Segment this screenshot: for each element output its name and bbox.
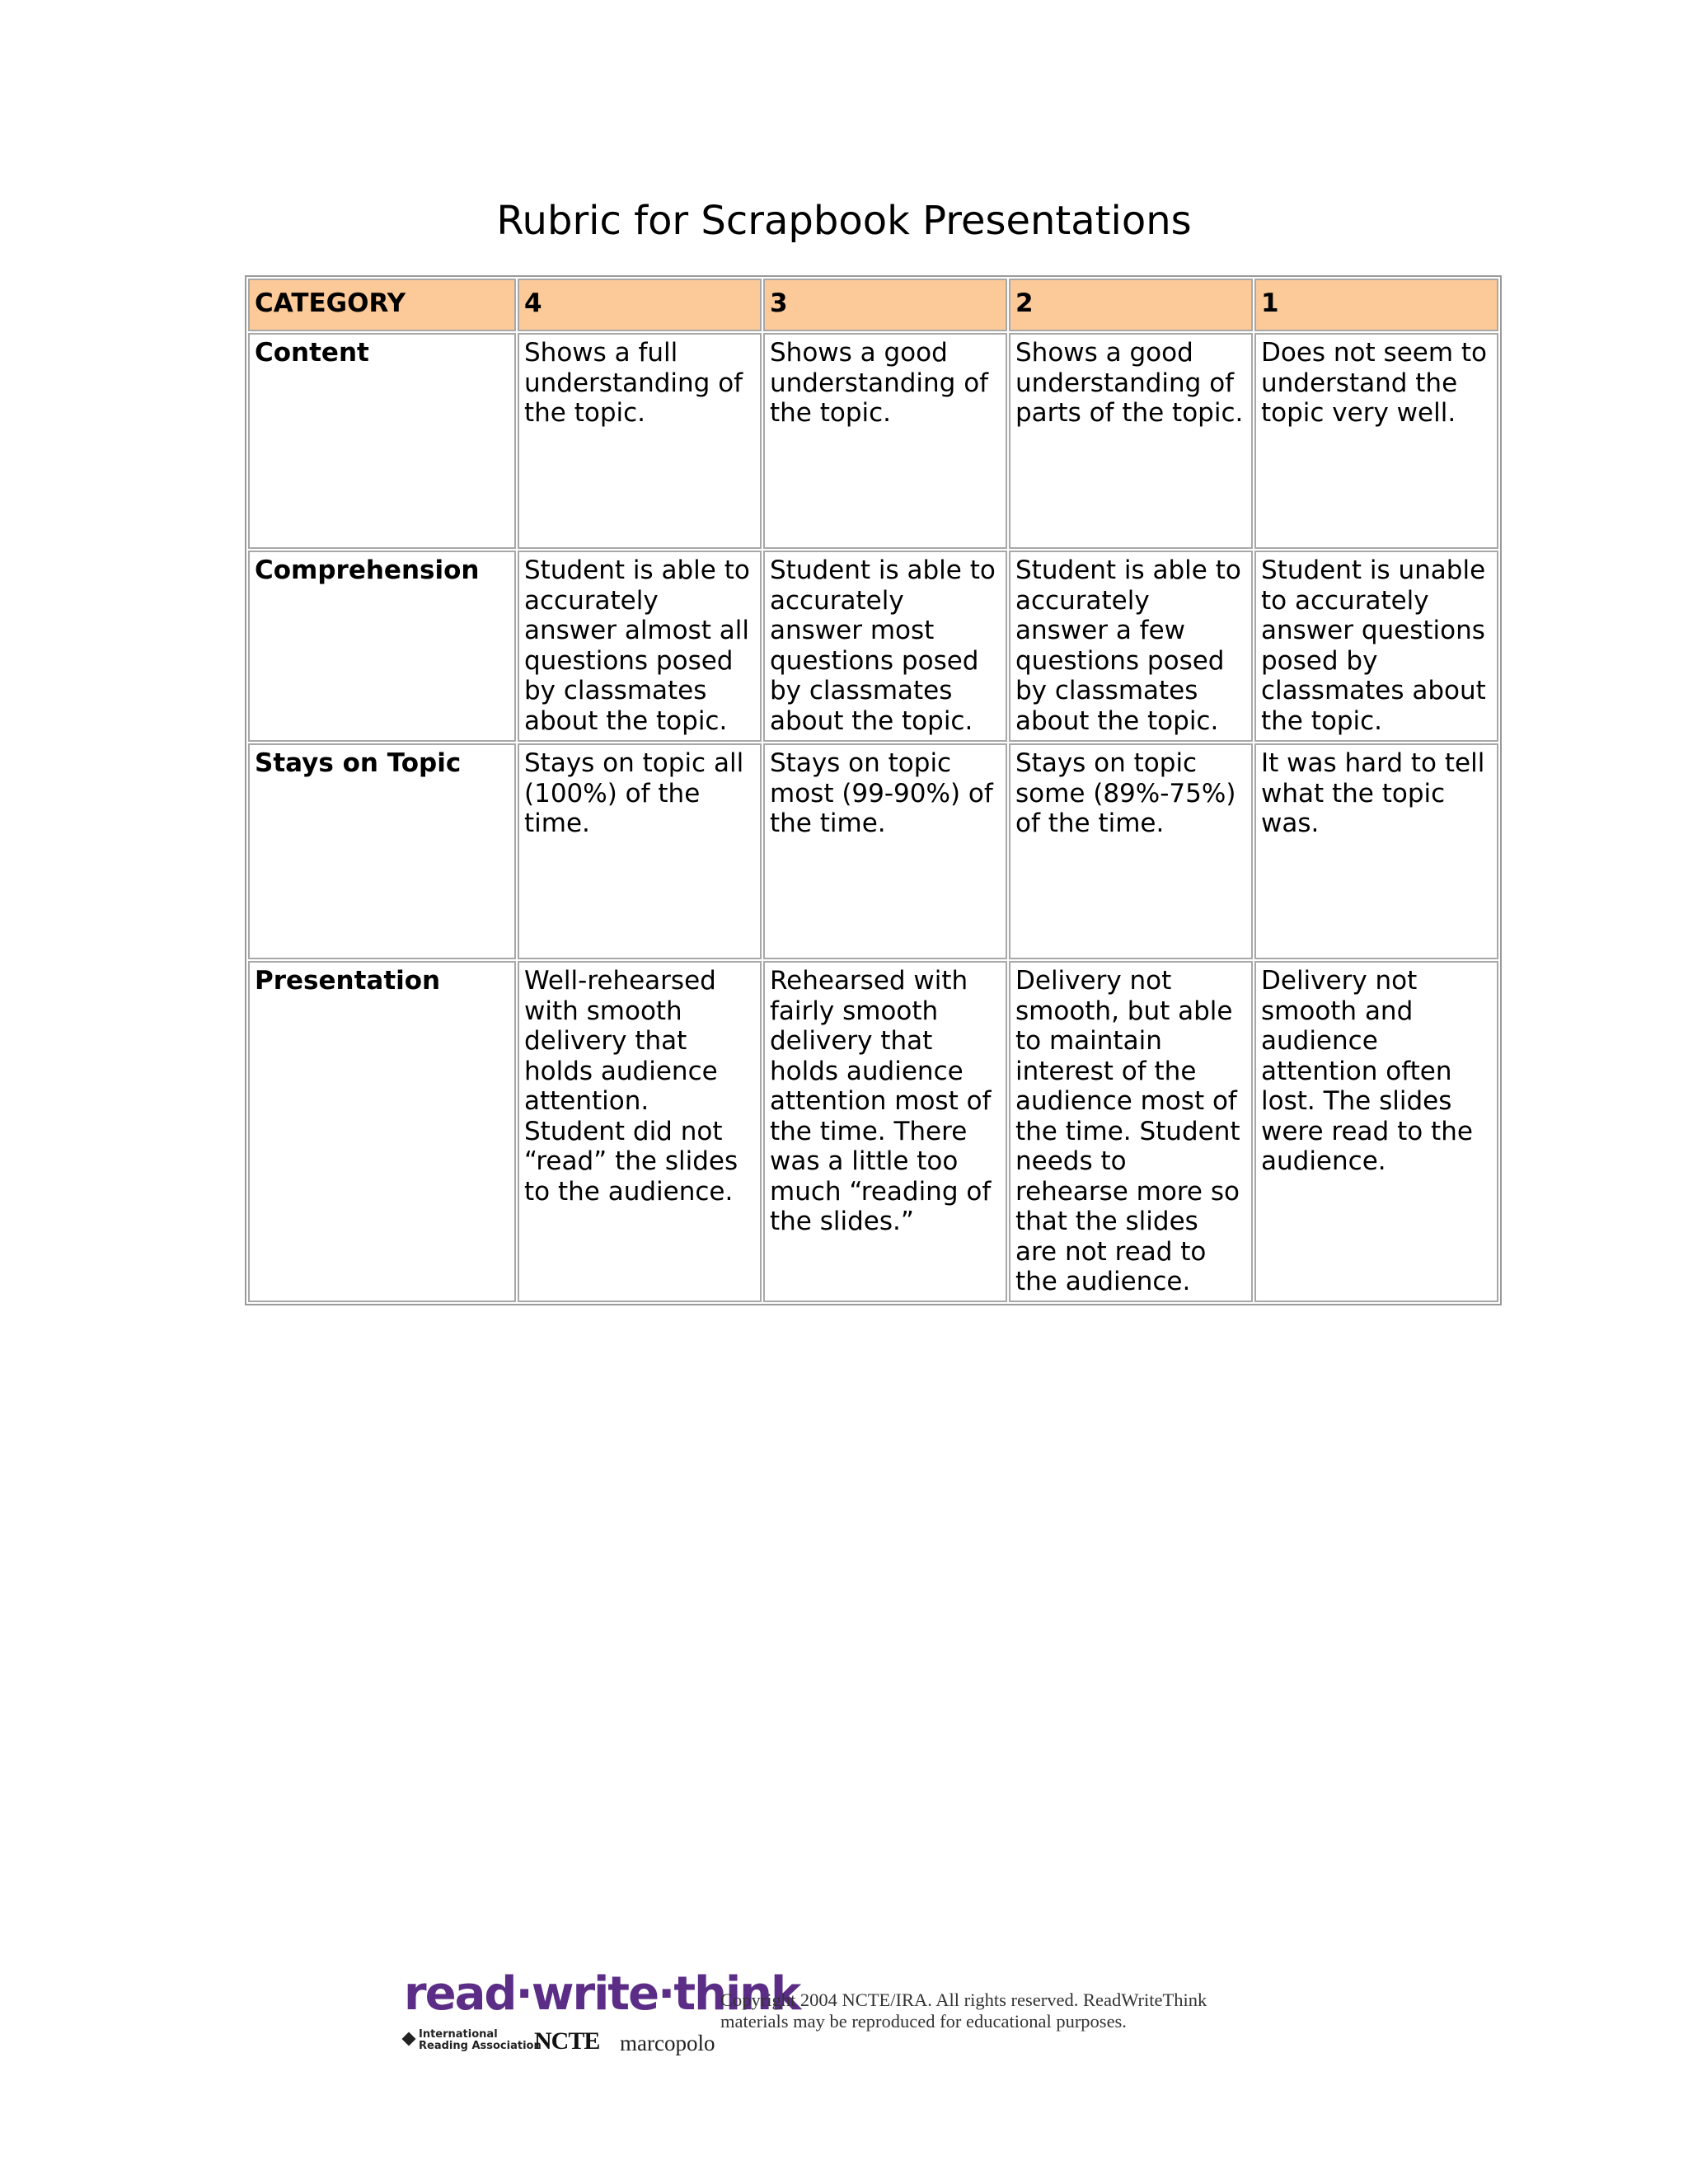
criterion-cell: Student is able to accurately answer a few questions posed by classmates about the topic. bbox=[1009, 551, 1253, 742]
criterion-cell: Delivery not smooth, but able to maintain interest of the audience most of the time. Student needs to rehearse more so that the slides are not read to the audience. bbox=[1009, 961, 1253, 1302]
header-score-2: 2 bbox=[1009, 279, 1253, 331]
table-row bbox=[248, 333, 1498, 549]
marcopolo-logo: marcopolo bbox=[620, 2031, 715, 2055]
criterion-cell: Stays on topic most (99-90%) of the time. bbox=[763, 743, 1007, 959]
copyright-line-2: materials may be reproduced for educational purposes. bbox=[720, 2011, 1127, 2032]
rubric-table bbox=[245, 275, 1502, 1305]
logo-wordmark: read·write·think bbox=[404, 1967, 800, 2021]
category-stays-on-topic: Stays on Topic bbox=[248, 743, 516, 959]
readwritethink-logo bbox=[404, 1967, 800, 2064]
category-presentation: Presentation bbox=[248, 961, 516, 1302]
copyright-notice bbox=[720, 1990, 1314, 2032]
criterion-cell: Well-rehearsed with smooth delivery that holds audience attention. Student did not “read” the slides to the audience. bbox=[518, 961, 762, 1302]
partner-logos bbox=[404, 2026, 717, 2062]
criterion-cell: It was hard to tell what the topic was. bbox=[1254, 743, 1498, 959]
ira-line-2: Reading Association bbox=[419, 2040, 542, 2052]
table-row bbox=[248, 551, 1498, 742]
criterion-cell: Student is unable to accurately answer questions posed by classmates about the topic. bbox=[1254, 551, 1498, 742]
criterion-cell: Student is able to accurately answer most questions posed by classmates about the topic. bbox=[763, 551, 1007, 742]
criterion-cell: Rehearsed with fairly smooth delivery that holds audience attention most of the time. There was a little too much “reading of the slides.” bbox=[763, 961, 1007, 1302]
header-category: CATEGORY bbox=[248, 279, 516, 331]
rubric-header-row bbox=[248, 279, 1498, 331]
table-row bbox=[248, 961, 1498, 1302]
criterion-cell: Student is able to accurately answer almost all questions posed by classmates about the topic. bbox=[518, 551, 762, 742]
page-title: Rubric for Scrapbook Presentations bbox=[496, 198, 1192, 244]
category-content: Content bbox=[248, 333, 516, 549]
header-score-1: 1 bbox=[1254, 279, 1498, 331]
criterion-cell: Stays on topic some (89%-75%) of the time. bbox=[1009, 743, 1253, 959]
criterion-cell: Stays on topic all (100%) of the time. bbox=[518, 743, 762, 959]
ira-diamond-icon bbox=[402, 2032, 416, 2046]
criterion-cell: Shows a full understanding of the topic. bbox=[518, 333, 762, 549]
criterion-cell: Shows a good understanding of parts of the topic. bbox=[1009, 333, 1253, 549]
copyright-line-1: Copyright 2004 NCTE/IRA. All rights reserved. ReadWriteThink bbox=[720, 1990, 1207, 2010]
category-comprehension: Comprehension bbox=[248, 551, 516, 742]
page-footer bbox=[404, 1967, 1311, 2064]
ira-logo bbox=[404, 2029, 542, 2052]
criterion-cell: Does not seem to understand the topic very well. bbox=[1254, 333, 1498, 549]
ira-line-1: International bbox=[419, 2028, 498, 2041]
criterion-cell: Shows a good understanding of the topic. bbox=[763, 333, 1007, 549]
header-score-3: 3 bbox=[763, 279, 1007, 331]
criterion-cell: Delivery not smooth and audience attention often lost. The slides were read to the audience. bbox=[1254, 961, 1498, 1302]
table-row bbox=[248, 743, 1498, 959]
ncte-logo: NCTE bbox=[534, 2027, 600, 2055]
header-score-4: 4 bbox=[518, 279, 762, 331]
